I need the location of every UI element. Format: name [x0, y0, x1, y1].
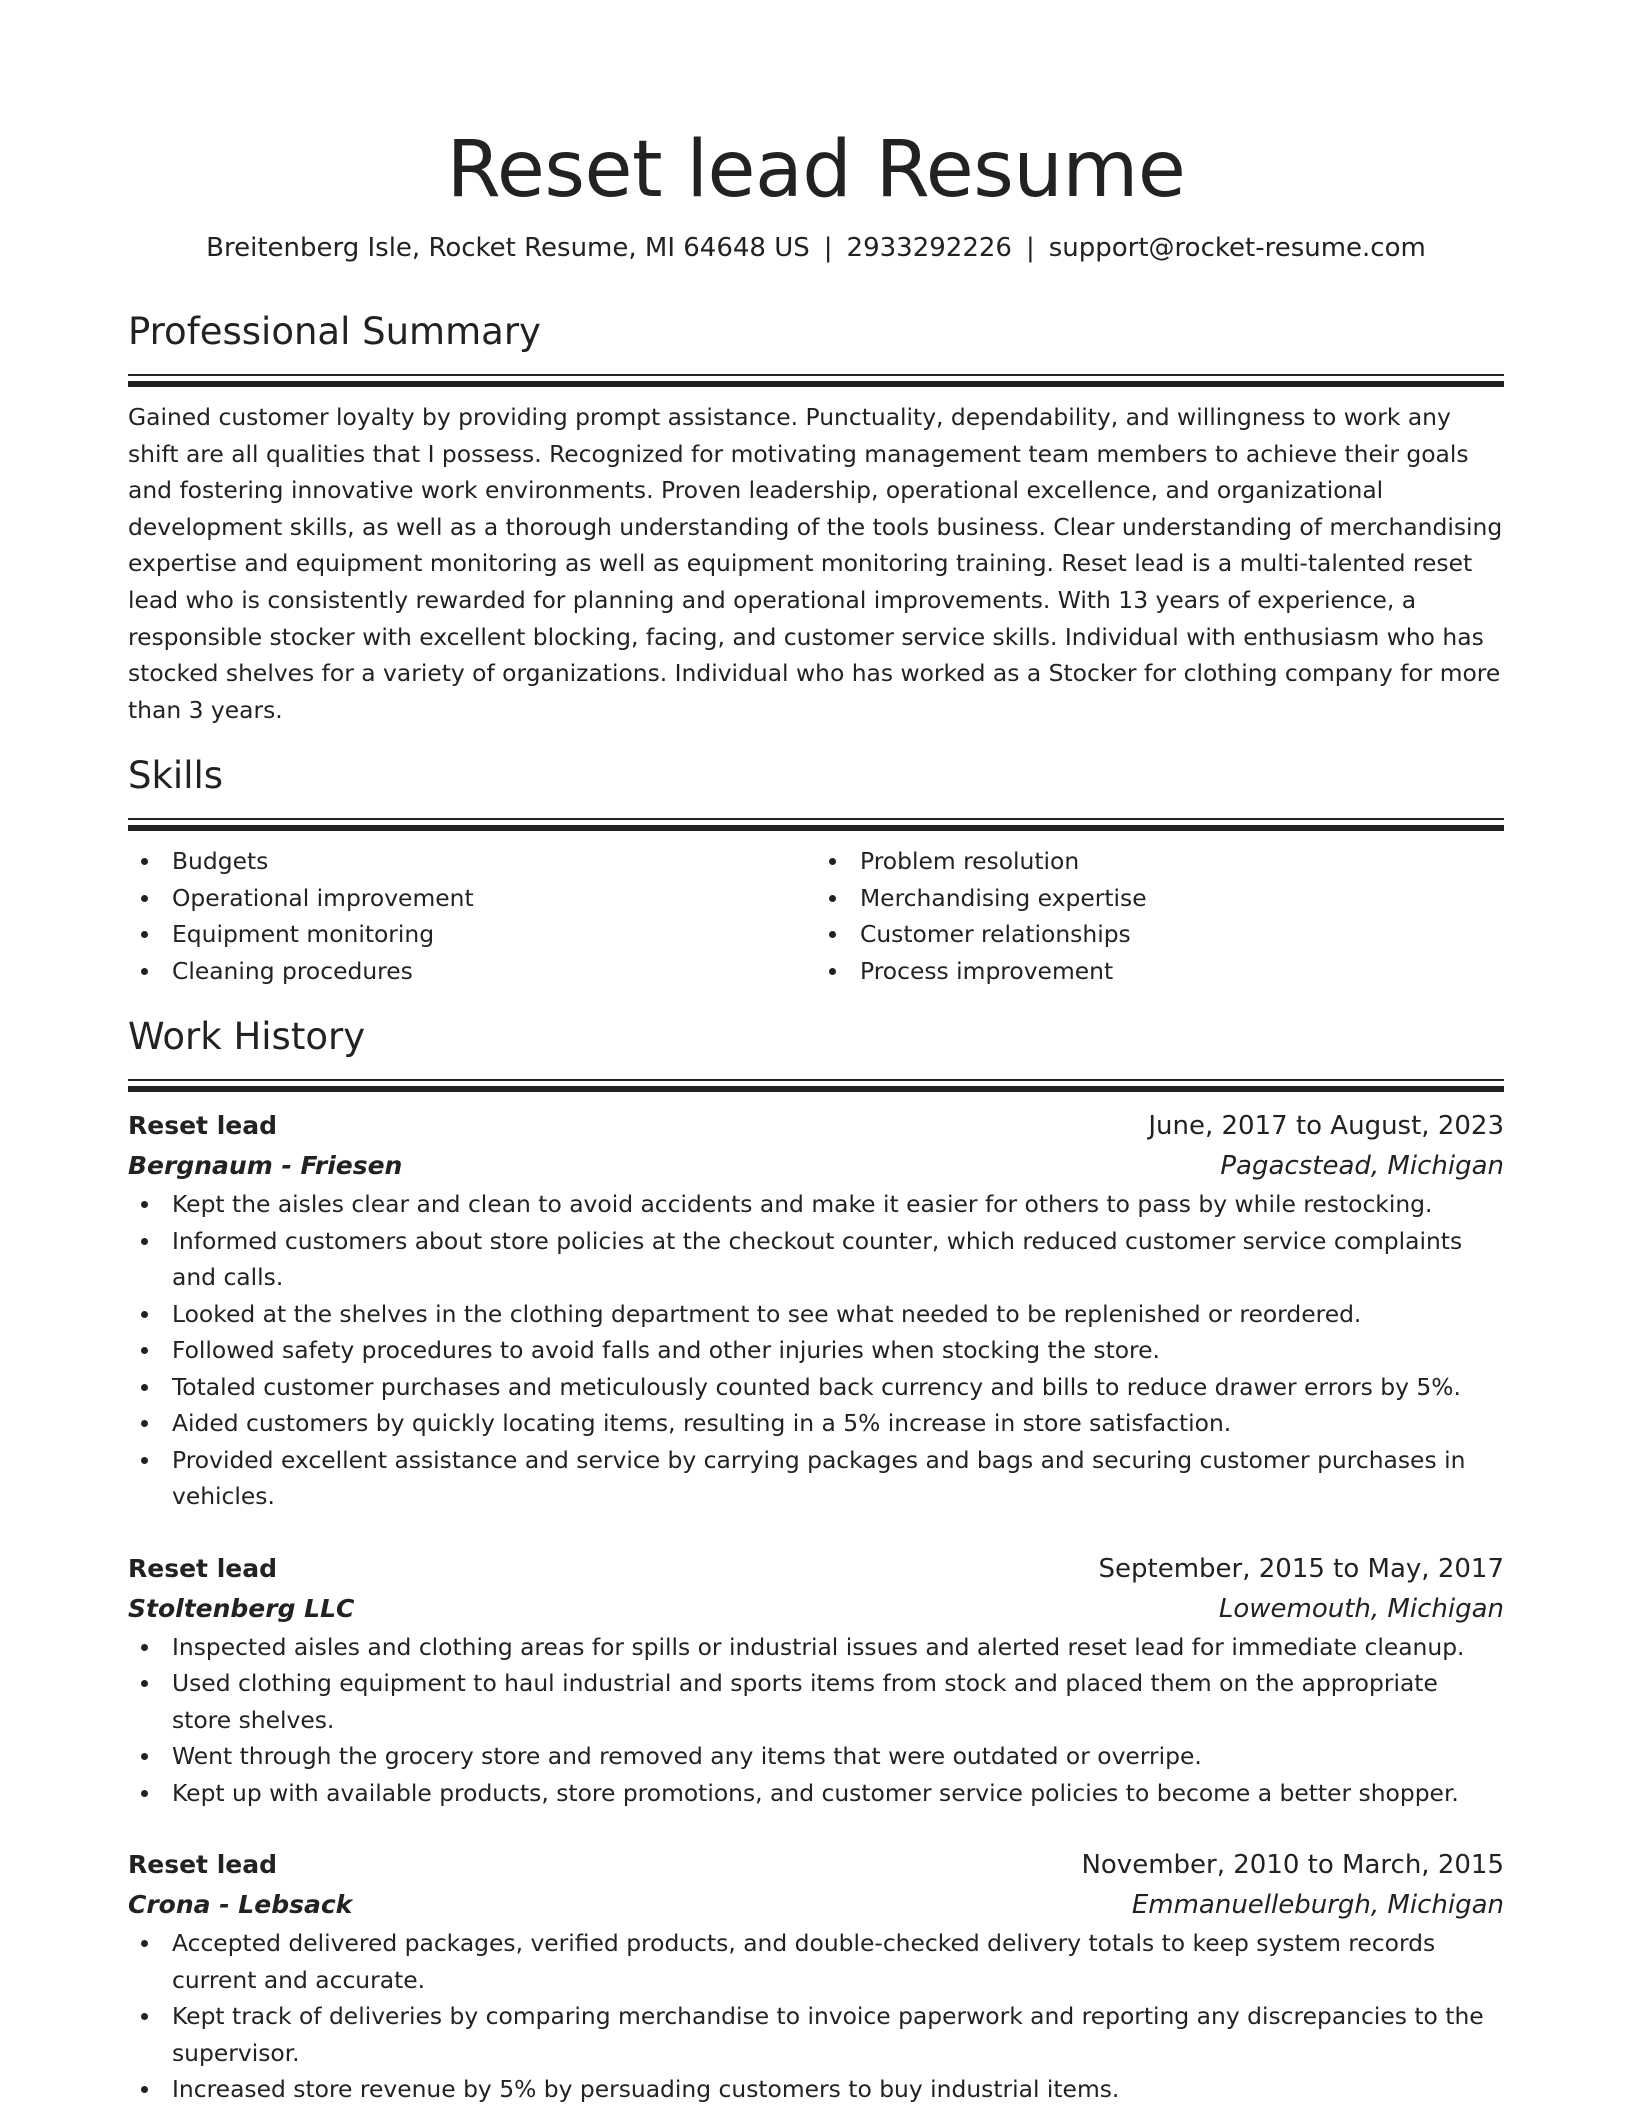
- job-header-row: [128, 1549, 1504, 1589]
- job-entry: [128, 1106, 1504, 1515]
- contact-separator: |: [823, 233, 833, 263]
- job-bullet: Went through the grocery store and removed any items that were outdated or overripe.: [128, 1738, 1504, 1775]
- section-heading-work-history: Work History: [128, 1015, 366, 1059]
- job-entry: [128, 1845, 1504, 2108]
- skill-item: Process improvement: [860, 953, 1504, 990]
- job-dates: September, 2015 to May, 2017: [1098, 1553, 1504, 1584]
- skill-item: Merchandising expertise: [860, 880, 1504, 917]
- section-divider-thick: [128, 825, 1504, 831]
- skills-section: [128, 754, 1504, 989]
- job-title: Reset lead: [128, 1111, 277, 1141]
- job-bullet: Increased store revenue by 5% by persuading customers to buy industrial items.: [128, 2071, 1504, 2108]
- job-company: Bergnaum - Friesen: [128, 1151, 403, 1181]
- job-company-row: [128, 1146, 1504, 1186]
- job-entry: [128, 1549, 1504, 1812]
- contact-phone: 2933292226: [846, 233, 1012, 263]
- job-company: Crona - Lebsack: [128, 1890, 353, 1920]
- resume-title: Reset lead Resume: [446, 125, 1186, 215]
- job-company-row: [128, 1885, 1504, 1925]
- section-divider-thick: [128, 381, 1504, 387]
- job-title: Reset lead: [128, 1553, 277, 1583]
- contact-separator: |: [1025, 233, 1035, 263]
- skill-item: Budgets: [172, 843, 816, 880]
- job-header-row: [128, 1106, 1504, 1146]
- job-bullet: Inspected aisles and clothing areas for spills or industrial issues and alerted reset lead for immediate cleanup.: [128, 1629, 1504, 1666]
- job-bullet: Kept track of deliveries by comparing merchandise to invoice paperwork and reporting any discrepancies to the supervisor.: [128, 1998, 1504, 2071]
- job-bullet-list: [128, 1629, 1504, 1812]
- section-divider-thin: [128, 374, 1504, 376]
- job-bullet: Aided customers by quickly locating items, resulting in a 5% increase in store satisfaction.: [128, 1405, 1504, 1442]
- skill-item: Problem resolution: [860, 843, 1504, 880]
- job-company-row: [128, 1589, 1504, 1629]
- job-location: Emmanuelleburgh, Michigan: [1131, 1890, 1504, 1921]
- section-divider-thin: [128, 818, 1504, 820]
- job-bullet-list: [128, 1186, 1504, 1515]
- job-bullet-list: [128, 1925, 1504, 2108]
- job-bullet: Accepted delivered packages, verified products, and double-checked delivery totals to keep system records current and accurate.: [128, 1925, 1504, 1998]
- section-divider-thin: [128, 1079, 1504, 1081]
- contact-email: support@rocket-resume.com: [1048, 233, 1426, 263]
- resume-page: [128, 0, 1504, 2108]
- section-divider-thick: [128, 1086, 1504, 1092]
- job-bullet: Used clothing equipment to haul industrial and sports items from stock and placed them on the appropriate store shelves.: [128, 1665, 1504, 1738]
- skill-item: Cleaning procedures: [172, 953, 816, 990]
- job-bullet: Informed customers about store policies at the checkout counter, which reduced customer service complaints and calls.: [128, 1223, 1504, 1296]
- work-history-section: [128, 1015, 1504, 2108]
- skill-item: Operational improvement: [172, 880, 816, 917]
- skill-item: Customer relationships: [860, 916, 1504, 953]
- skills-list-left: [128, 843, 816, 989]
- job-company: Stoltenberg LLC: [128, 1593, 355, 1623]
- job-bullet: Followed safety procedures to avoid falls and other injuries when stocking the store.: [128, 1332, 1504, 1369]
- contact-line: [128, 230, 1504, 266]
- job-location: Pagacstead, Michigan: [1220, 1151, 1504, 1182]
- job-header-row: [128, 1845, 1504, 1885]
- job-title: Reset lead: [128, 1850, 277, 1880]
- job-bullet: Kept up with available products, store promotions, and customer service policies to become a better shopper.: [128, 1775, 1504, 1812]
- job-dates: June, 2017 to August, 2023: [1148, 1111, 1504, 1142]
- job-location: Lowemouth, Michigan: [1218, 1593, 1504, 1624]
- skills-list-right: [816, 843, 1504, 989]
- skills-grid: [128, 843, 1504, 989]
- section-heading-summary: Professional Summary: [128, 310, 541, 353]
- job-bullet: Looked at the shelves in the clothing department to see what needed to be replenished or reordered.: [128, 1296, 1504, 1333]
- skill-item: Equipment monitoring: [172, 916, 816, 953]
- professional-summary-section: [128, 310, 1504, 728]
- job-bullet: Totaled customer purchases and meticulously counted back currency and bills to reduce drawer errors by 5%.: [128, 1369, 1504, 1406]
- job-bullet: Provided excellent assistance and service by carrying packages and bags and securing customer purchases in vehicles.: [128, 1442, 1504, 1515]
- job-bullet: Kept the aisles clear and clean to avoid accidents and make it easier for others to pass by while restocking.: [128, 1186, 1504, 1223]
- summary-text: Gained customer loyalty by providing prompt assistance. Punctuality, dependability, and willingness to work any shift are all qualities that I possess. Recognized for motivating management team members to achieve their goals and fostering innovative work environments. Proven leadership, operational excellence, and organizational development skills, as well as a thorough understanding of the tools business. Clear understanding of merchandising expertise and equipment monitoring as well as equipment monitoring training. Reset lead is a multi-talented reset lead who is consistently rewarded for planning and operational improvements. With 13 years of experience, a responsible stocker with excellent blocking, facing, and customer service skills. Individual with enthusiasm who has stocked shelves for a variety of organizations. Individual who has worked as a Stocker for clothing company for more than 3 years.: [128, 403, 1503, 724]
- job-dates: November, 2010 to March, 2015: [1081, 1850, 1504, 1881]
- section-heading-skills: Skills: [128, 754, 224, 798]
- contact-address: Breitenberg Isle, Rocket Resume, MI 64648 US: [206, 233, 810, 263]
